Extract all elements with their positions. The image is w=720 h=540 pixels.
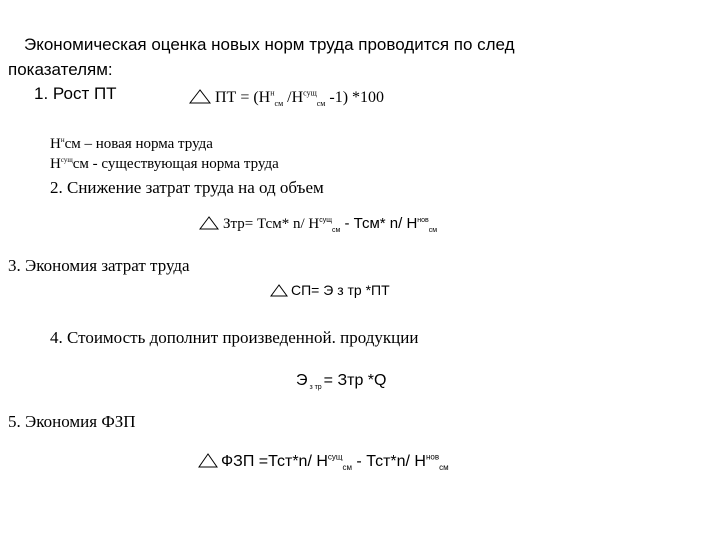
item2-f-sub2: см — [428, 227, 438, 234]
def1-h: Н — [50, 136, 61, 152]
slide-title-line2: показателям: — [8, 60, 113, 79]
item5-formula — [198, 452, 449, 472]
item5-f-b: - Тст*n/ Н — [351, 453, 426, 470]
slide-title-line1: Экономическая оценка новых норм труда проводится по след — [24, 35, 515, 54]
item4-label: 4. Стоимость дополнит произведенной. продукции — [50, 328, 419, 347]
item4-f-sub: з тр — [307, 384, 324, 392]
item4-formula — [296, 372, 386, 391]
item2-f-sup2: нов — [417, 217, 429, 224]
def-existing-norm — [50, 156, 279, 173]
item1-f-sup2: сущ — [303, 88, 317, 98]
def-new-norm — [50, 136, 213, 153]
item3-formula — [270, 282, 390, 298]
item1-label: 1. Рост ПТ — [34, 84, 117, 103]
item1-f-sub2: см — [316, 99, 326, 109]
delta-triangle-icon — [198, 215, 220, 230]
item2-f-sup1: сущ — [319, 217, 332, 224]
item5-f-sub2: см — [439, 463, 449, 473]
item5-f-sub1: см — [342, 463, 352, 473]
delta-triangle-icon — [270, 283, 288, 297]
item5-f-a: ФЗП =Тст*n/ Н — [221, 453, 328, 470]
item2-label: 2. Снижение затрат труда на од объем — [50, 178, 324, 197]
item1-f-a: ПТ = (Н — [215, 89, 271, 106]
item1-f-b: /Н — [283, 89, 304, 106]
def2-text: см - существующая норма труда — [72, 156, 279, 172]
def1-sup: н — [60, 136, 65, 144]
item3-f: СП= Э з тр *ПТ — [291, 282, 390, 298]
item5-f-sup2: нов — [425, 452, 440, 462]
item2-f-sub1: см — [331, 227, 341, 234]
def1-text: см – новая норма труда — [64, 136, 213, 152]
delta-triangle-icon — [198, 452, 218, 468]
item1-f-sub1: см — [274, 99, 284, 109]
item2-f-b: - Тсм* n/ Н — [340, 215, 418, 232]
item1-formula — [188, 88, 384, 108]
item2-formula — [198, 215, 437, 234]
delta-triangle-icon — [188, 88, 212, 104]
item1-f-sup1: н — [270, 88, 275, 98]
def2-h: Н — [50, 156, 61, 172]
item5-label: 5. Экономия ФЗП — [8, 412, 136, 431]
item3-label: 3. Экономия затрат труда — [8, 256, 190, 275]
def2-sup: сущ — [60, 156, 73, 164]
item4-f-a: Э — [296, 372, 308, 389]
item1-f-c: -1) *100 — [325, 89, 385, 106]
item4-f-b: = Зтр *Q — [323, 372, 387, 389]
item2-f-a: Зтр= Тсм* n/ Н — [223, 216, 320, 232]
item5-f-sup1: сущ — [327, 452, 343, 462]
